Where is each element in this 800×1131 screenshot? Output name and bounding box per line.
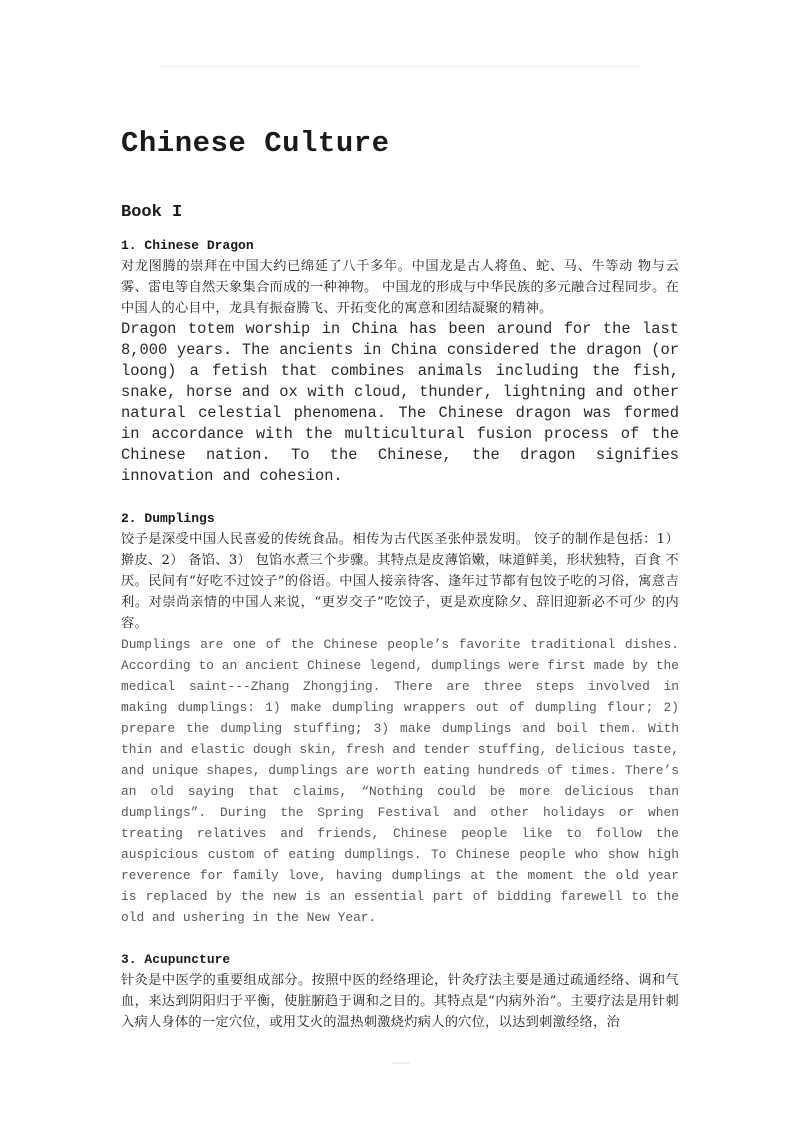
- section-heading: 2. Dumplings: [121, 511, 215, 526]
- footer-mark: [392, 1062, 410, 1064]
- section-heading: 3. Acupuncture: [121, 952, 231, 967]
- english-paragraph: Dumplings are one of the Chinese people’s favorite traditional dishes. According to an ancient Chinese legend, dumplings were first made by the medical saint---Zhang Zhongjing. There are three steps involved in making dumplings: 1) make dumpling wrappers out of dumpling flour; 2) prepare the dumpling stuffing; 3) make dumplings and boil them. With thin and elastic dough skin, fresh and tender stuffing, delicious taste, and unique shapes, dumplings are worth eating hundreds of times. There’s an old saying that claims, “Nothing could be more delicious than dumplings”. During the Spring Festival and other holidays or when treating relatives and friends, Chinese people like to follow the auspicious custom of eating dumplings. To Chinese people who show high reverence for family love, having dumplings at the moment the old year is replaced by the new is an essential part of bidding farewell to the old and ushering in the New Year.: [121, 637, 679, 925]
- chinese-paragraph: 饺子是深受中国人民喜爱的传统食品。相传为古代医圣张仲景发明。 饺子的制作是包括：1） 擀皮、2） 备馅、3） 包馅水煮三个步骤。其特点是皮薄馅嫩，味道鲜美，形状独特，百食 不厌。民间有“好吃不过饺子”的俗语。中国人接亲待客、逢年过节都有包饺子吃的习俗，寓意吉利。对崇尚亲情的中国人来说，“更岁交子”吃饺子，更是欢度除夕、辞旧迎新必不可少 的内容。: [121, 532, 679, 631]
- section-heading: 1. Chinese Dragon: [121, 238, 254, 253]
- header-rule: [160, 66, 640, 67]
- section-dumplings: [121, 509, 679, 928]
- document-content: [121, 124, 679, 1033]
- document-title: Chinese Culture: [121, 127, 390, 160]
- chinese-paragraph: 对龙图腾的崇拜在中国大约已绵延了八千多年。中国龙是古人将鱼、蛇、马、牛等动 物与云雾、雷电等自然天象集合而成的一种神物。 中国龙的形成与中华民族的多元融合过程同步。在中国人的心目中，龙具有振奋腾飞、开拓变化的寓意和团结凝聚的精神。: [121, 259, 679, 316]
- english-paragraph: Dragon totem worship in China has been around for the last 8,000 years. The ancients in China considered the dragon (or loong) a fetish that combines animals including the fish, snake, horse and ox with cloud, thunder, lightning and other natural celestial phenomena. The Chinese dragon was formed in accordance with the multicultural fusion process of the Chinese nation. To the Chinese, the dragon signifies innovation and cohesion.: [121, 320, 679, 485]
- section-chinese-dragon: [121, 236, 679, 487]
- chinese-paragraph: 针灸是中医学的重要组成部分。按照中医的经络理论，针灸疗法主要是通过疏通经络、调和气血，来达到阴阳归于平衡，使脏腑趋于调和之目的。其特点是“内病外治”。主要疗法是用针刺入病人身体的一定穴位，或用艾火的温热刺激烧灼病人的穴位，以达到刺激经络，治: [121, 973, 679, 1030]
- book-heading: Book I: [121, 203, 183, 222]
- section-acupuncture: [121, 950, 679, 1033]
